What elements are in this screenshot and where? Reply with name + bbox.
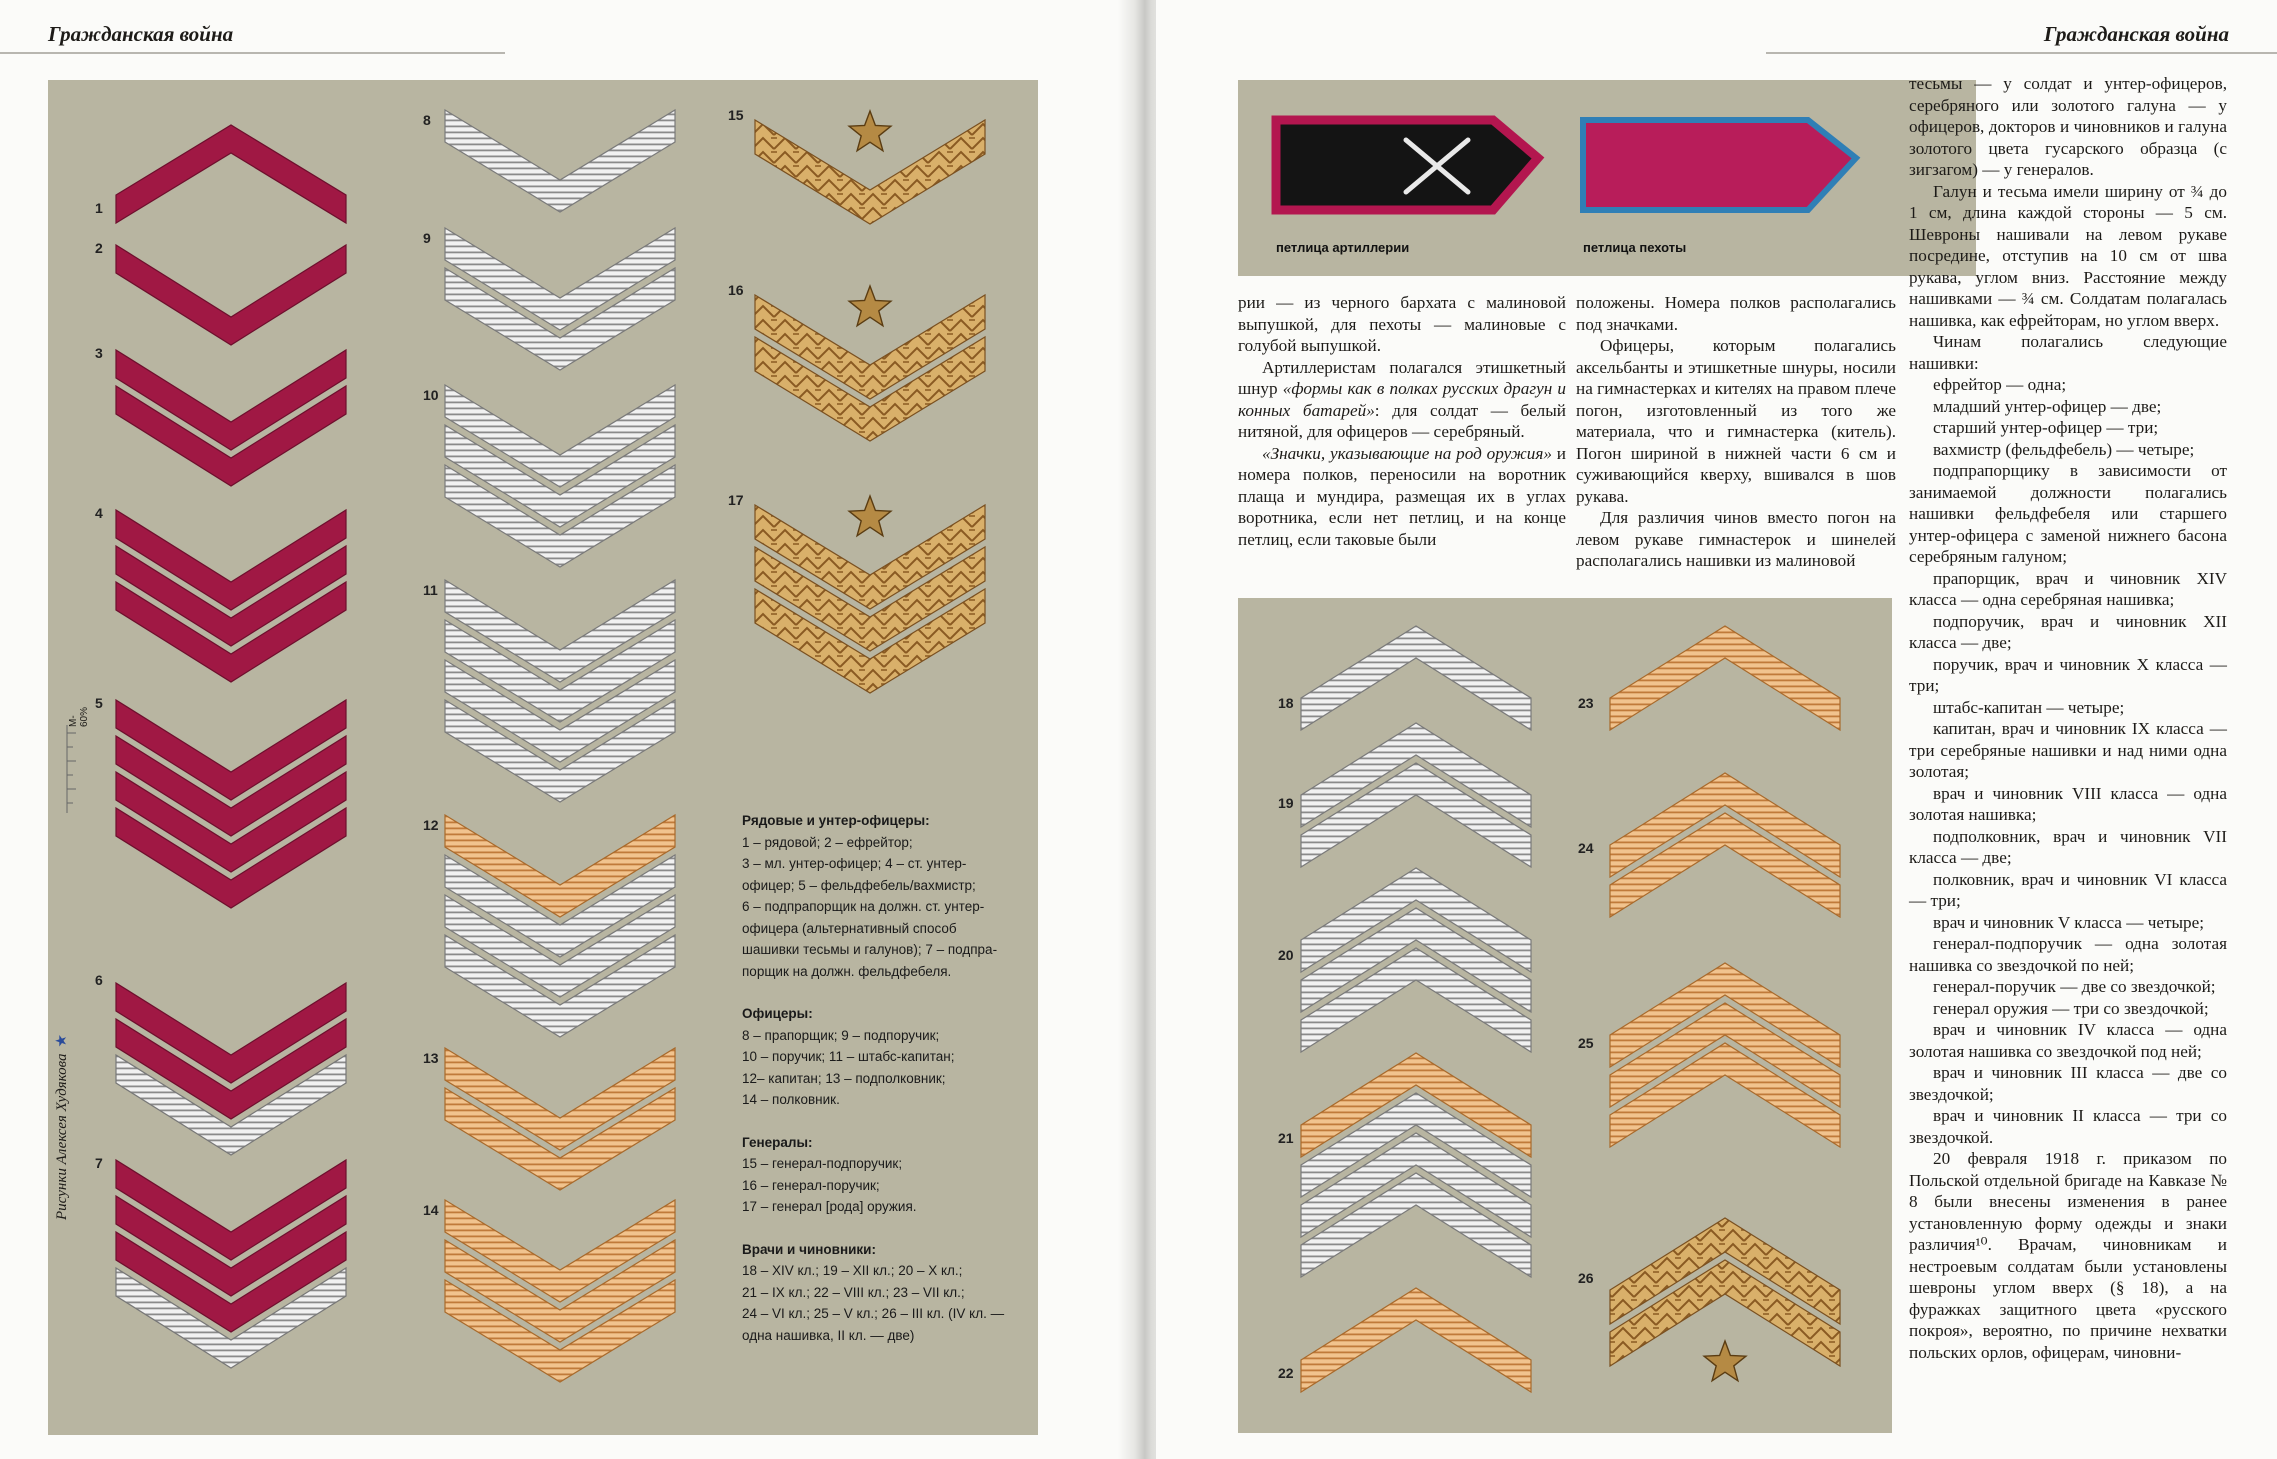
paragraph: капитан, врач и чиновник IX класса — три серебряные нашивки и над ними одна золотая; [1909,719,2227,781]
header-rule-left [0,52,505,54]
text-column-2 [1576,292,1896,572]
figure-number: 4 [95,505,103,521]
figure-number: 26 [1578,1270,1594,1286]
figure-number: 12 [423,817,439,833]
paragraph: врач и чиновник III класса — две со звездочкой; [1909,1063,2227,1104]
figure-number: 1 [95,200,103,216]
figure-number: 16 [728,282,744,298]
chevron-plate-right [1238,598,1892,1433]
paragraph: подпрапорщику в зависимости от занимаемой должности полагались нашивки фельдфебеля или старшего унтер-офицера с заменой нижнего басона серебряным галуном; [1909,461,2227,566]
credit-text: Рисунки Алексея Худякова [54,1053,70,1220]
legend-line: 6 – подпрапорщик на должн. ст. унтер- [742,899,985,914]
paragraph: подполковник, врач и чиновник VII класса — две; [1909,826,2227,867]
paragraph: подпоручик, врач и чиновник XII класса — две; [1909,611,2227,652]
legend-line: 15 – генерал-подпоручик; [742,1156,903,1171]
paragraph: полковник, врач и чиновник VI класса — три; [1909,869,2227,910]
collar-tab-infantry [1583,120,1856,210]
paragraph: штабс-капитан — четыре; [1933,697,2125,717]
paragraph: генерал оружия — три со звездочкой; [1933,998,2209,1018]
chevron [1301,1288,1531,1392]
paragraph: рии — из черного бархата с малиновой выпушкой, для пехоты — малиновые с голубой выпушкой. [1238,293,1566,355]
paragraph: Галун и тесьма имели ширину от ¾ до 1 см, длина каждой стороны — 5 см. Шевроны нашивали на левом рукаве посредине, отступив на 10 см от шва рукава, углом вниз. Расстояние между нашивками — ¾ см. Солдатам полагалась нашивка, как ефрейторам, но углом вверх. [1909,181,2227,330]
figure-number: 18 [1278,695,1294,711]
paragraph: генерал-поручик — две со звездочкой; [1933,977,2216,996]
chevron [1610,626,1840,730]
legend-line: одна нашивка, II кл. — две) [742,1327,915,1343]
paragraph: врач и чиновник II класса — три со звездочкой. [1909,1106,2227,1147]
star-icon [1704,1341,1746,1381]
paragraph: Чинам полагались следующие нашивки: [1909,332,2227,373]
figure-number: 7 [95,1155,103,1171]
chevron [116,245,346,345]
illustration-credit [52,1034,71,1220]
star-icon [849,496,891,536]
figure-number: 17 [728,492,744,508]
paragraph: старший унтер-офицер — три; [1933,418,2159,437]
header-rule-right [1766,52,2277,54]
paragraph: ефрейтор — одна; [1933,375,2067,394]
figure-number: 5 [95,695,103,711]
figure-number: 11 [423,582,438,598]
legend-line: 10 – поручик; 11 – штабс-капитан; [742,1049,955,1064]
chevron-illustrations-right [1238,598,1892,1433]
chevron [445,110,675,212]
paragraph: младший унтер-офицер — две; [1933,396,2162,416]
figure-number: 3 [95,345,103,361]
legend-line: 24 – VI кл.; 25 – V кл.; 26 – III кл. (IV кл. — [742,1306,1005,1321]
legend-line: 14 – полковник. [742,1092,840,1107]
legend-line: офицер; 5 – фельдфебель/вахмистр; [742,877,976,893]
tab-caption-infantry: петлица пехоты [1583,240,1687,255]
figure-number: 13 [423,1050,439,1066]
paragraph: прапорщик, врач и чиновник XIV класса — одна серебряная нашивка; [1909,568,2227,609]
paragraph: врач и чиновник VIII класса — одна золотая нашивка; [1909,783,2227,824]
legend-line: 3 – мл. унтер-офицер; 4 – ст. унтер- [742,856,967,871]
figure-number: 24 [1578,840,1594,856]
legend-line: 1 – рядовой; 2 – ефрейтор; [742,834,913,850]
paragraph: «Значки, указывающие на род оружия» и номера полков, переносили на воротник плаща и мундира, размещая их в углах воротника, если нет петлиц, и на конце петлиц, если таковые были [1238,443,1566,549]
paragraph: 20 февраля 1918 г. приказом по Польской отдельной бригаде на Кавказе № 8 были внесены изменения в ранее установленную форму одежды и знаки различия¹⁰. Врачам, чиновникам и нестроевым солдатам были установлены шевроны углом вверх (§ 18), а на фуражках защитного цвета «русского покроя», вероятно, по причине нехватки польских орлов, офицерам, чиновни- [1909,1149,2227,1362]
legend-line: 17 – генерал [рода] оружия. [742,1199,917,1214]
quote: «Значки, указывающие на род оружия» [1262,443,1552,463]
paragraph: вахмистр (фельдфебель) — четыре; [1933,439,2195,459]
collar-tabs-plate [1238,80,1976,276]
legend-line: 16 – генерал-поручик; [742,1177,880,1193]
text-column-3 [1909,73,2227,1363]
paragraph: Для различия чинов вместо погон на левом рукаве гимнастерок и шинелей располагались нашивки из малиновой [1576,508,1896,570]
legend-heading: Рядовые и унтер-офицеры: [742,813,930,828]
figure-number: 9 [423,230,431,246]
figure-number: 22 [1278,1365,1294,1381]
paragraph: поручик, врач и чиновник X класса — три; [1909,654,2227,695]
paragraph: тесьмы — у солдат и унтер-офицеров, серебряного или золотого галуна — у офицеров, докторов и чиновников и галуна золотого цвета гусарского образца (с зигзагом) — у генералов. [1909,74,2227,179]
paragraph: врач и чиновник IV класса — одна золотая нашивка со звездочкой под ней; [1909,1020,2227,1061]
figure-number: 19 [1278,795,1294,811]
text-column-1 [1238,292,1566,550]
figure-number: 23 [1578,695,1594,711]
running-head-right: Гражданская война [2043,22,2229,46]
figure-number: 20 [1278,947,1294,963]
figure-number: 8 [423,112,431,128]
legend-line: 21 – IX кл.; 22 – VIII кл.; 23 – VII кл.; [742,1284,965,1300]
quote: «формы как в полках русских драгун и конных батарей» [1238,379,1566,420]
star-icon [849,286,891,326]
star-icon [849,111,891,151]
scale-bar [64,685,90,815]
paragraph: генерал-подпоручик — одна золотая нашивка со звездочкой по ней; [1909,934,2227,975]
chevron [116,125,346,223]
legend-line: шашивки тесьмы и галунов); 7 – подпра- [742,942,998,957]
legend-line: 18 – XIV кл.; 19 – XII кл.; 20 – X кл.; [742,1263,963,1278]
paragraph: положены. Номера полков располагались под значками. [1576,293,1896,334]
right-page [1156,0,2277,1459]
plate-legend [742,810,1012,1367]
legend-line: 8 – прапорщик; 9 – подпоручик; [742,1027,940,1043]
collar-tabs-illustration [1238,80,1976,276]
paragraph: врач и чиновник V класса — четыре; [1933,912,2205,932]
figure-number: 15 [728,107,744,123]
figure-number: 14 [423,1202,439,1218]
running-head-left: Гражданская война [48,22,234,46]
figure-number: 6 [95,972,103,988]
figure-number: 2 [95,240,103,256]
scale-label: M-60% [68,706,90,727]
legend-heading: Врачи и чиновники: [742,1241,876,1257]
paragraph: Офицеры, которым полагались аксельбанты и этишкетные шнуры, носили на гимнастерках и кителях на правом плече погон, изготовленный из того же материала, что и гимнастерка (китель). Погон шириной в нижней части 6 см и суживающийся кверху, вшивался в шов рукава. [1576,336,1896,506]
tab-caption-artillery: петлица артиллерии [1276,240,1410,255]
legend-heading: Генералы: [742,1134,813,1150]
figure-number: 10 [423,387,439,403]
collar-tab-artillery [1276,120,1538,210]
star-icon: ★ [54,1034,70,1048]
figure-number: 21 [1278,1130,1294,1146]
legend-line: порщик на должн. фельдфебеля. [742,963,952,979]
legend-line: офицера (альтернативный способ [742,920,957,936]
scale-ruler-icon [64,685,86,815]
chevron [1301,626,1531,730]
legend-line: 12– капитан; 13 – подполковник; [742,1070,946,1086]
figure-number: 25 [1578,1035,1594,1051]
legend-heading: Офицеры: [742,1006,813,1021]
paragraph: Артиллеристам полагался этишкетный шнур «формы как в полках русских драгун и конных батарей»: для солдат — белый нитяной, для офицеров — серебряный. [1238,357,1566,441]
